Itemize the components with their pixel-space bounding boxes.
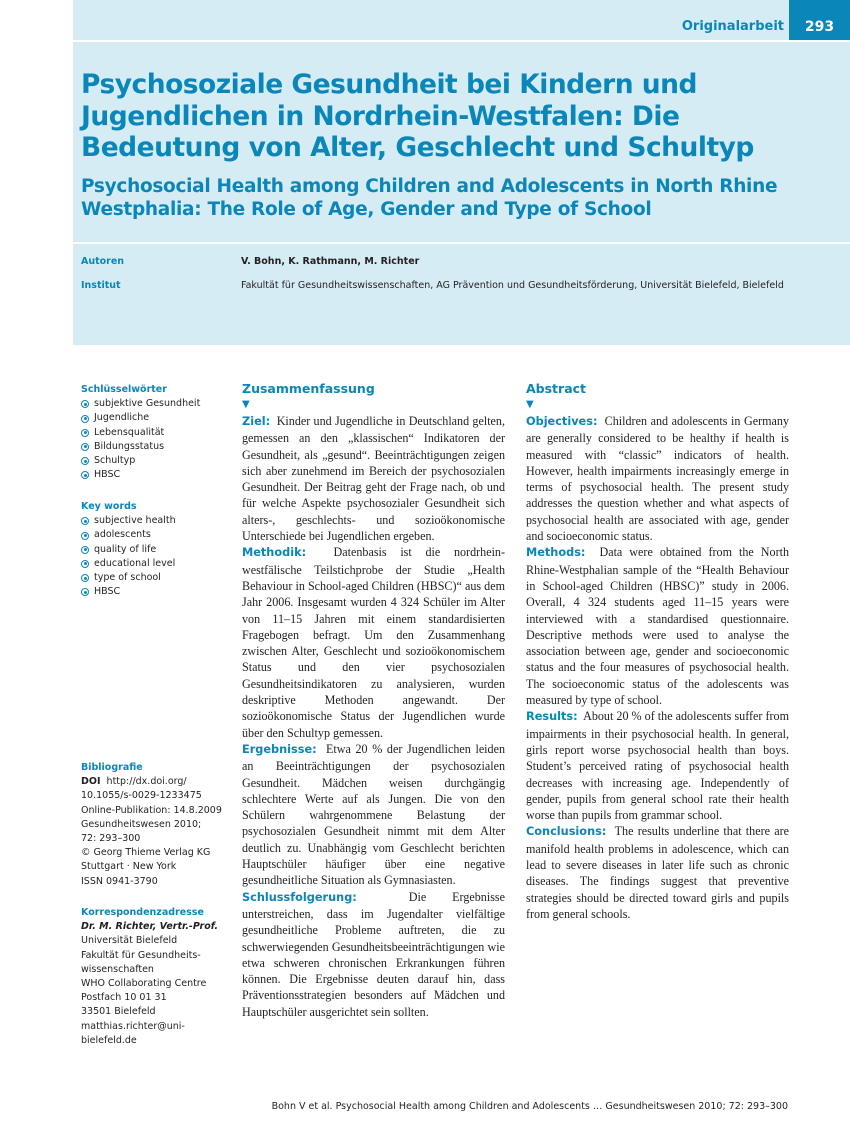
- objectives-label: Objectives:: [526, 415, 598, 428]
- methods-label: Methods:: [526, 546, 586, 560]
- keyword-text: educational level: [94, 557, 176, 569]
- section-marker-icon: ▼: [526, 399, 534, 410]
- journal-pages: 72: 293–300: [81, 833, 141, 845]
- bibliography: [81, 761, 231, 889]
- keyword-item: [81, 585, 231, 599]
- schluss-text: Die Ergebnisse unterstreichen, dass im Jugendalter vielfältige gesundheitliche Probleme auftreten, die zu schwerwiegenden Gesundheitsbeeinträchtigungen wie etwa schweren chronischen Erkrankungen führen können. Die Ergebnisse deuten darauf hin, dass Präventionsstrategien besonders auf Mädchen und Hauptschüler ausgerichtet sein sollten.: [242, 889, 505, 1019]
- address-line: Fakultät für Gesundheits-: [81, 949, 201, 961]
- doi-line: [81, 775, 231, 789]
- address-line: 33501 Bielefeld: [81, 1006, 156, 1018]
- ziel-text: Kinder und Jugendliche in Deutschland gelten, gemessen an den „klassischen“ Indikatoren der Gesundheit, als „gesund“. Beeinträchtigungen zeigen sich aber zunehmend im Bereich der psychosozialen Gesundheit. Der Beitrag geht der Frage nach, ob und für welche Aspekte psychosozialer Gesundheit sich alters-, geschlechts- und sozioökonomische Unterschiede bei Jugendlichen ergeben.: [242, 414, 505, 544]
- bullet-icon: [81, 532, 89, 540]
- abstract-heading: Abstract: [526, 381, 587, 396]
- keywords-english: [81, 500, 231, 599]
- email-link[interactable]: matthias.richter@uni-bielefeld.de: [81, 1020, 185, 1046]
- ergebnisse-paragraph: [242, 741, 505, 889]
- conclusions-label: Conclusions:: [526, 825, 607, 839]
- keyword-item: [81, 543, 231, 557]
- results-label: Results:: [526, 710, 578, 724]
- keywords-de-heading: Schlüsselwörter: [81, 384, 167, 395]
- bullet-icon: [81, 457, 89, 465]
- bullet-icon: [81, 429, 89, 437]
- authors: V. Bohn, K. Rathmann, M. Richter: [241, 256, 420, 267]
- footer-citation: Bohn V et al. Psychosocial Health among Children and Adolescents … Gesundheitswesen 2010; 72: 293–300: [271, 1101, 788, 1112]
- bullet-icon: [81, 546, 89, 554]
- section-marker-icon: ▼: [242, 399, 250, 410]
- methods-paragraph: [526, 544, 789, 708]
- correspondence: [81, 906, 231, 1048]
- authors-label: Autoren: [81, 256, 125, 267]
- bullet-icon: [81, 517, 89, 525]
- keyword-text: subjective health: [94, 515, 176, 527]
- methods-text: Data were obtained from the North Rhine-Westphalian sample of the “Health Behaviour in School-aged Children (HBSC)” study in 2006. Overall, 4 324 students aged 11–15 years were interviewed with a standardised questionnaire. Descriptive methods were used to analyse the association between age, gender and socioeconomic status and the four measures of psychosocial health. The socioeconomic status of the adolescents was measured by type of school.: [526, 545, 789, 708]
- methodik-text: Datenbasis ist die nordrhein-westfälische Teilstichprobe der Studie „Health Behaviour in School-aged Children (HBSC)“ aus dem Jahr 2006. Insgesamt wurden 4 324 Schüler im Alter von 11–15 Jahren mit einem standardisierten Fragebogen befragt. Um den Zusammenhang zwischen Alter, Geschlecht und sozioökonomischem Status und den vier psychosozialen Gesundheitsindikatoren zu analysieren, wurden deskriptive Methoden angewandt. Der sozioökonomische Status der Jugendlichen wurde über den Schultyp gemessen.: [242, 545, 505, 740]
- publisher: © Georg Thieme Verlag KG: [81, 847, 211, 859]
- conclusions-text: The results underline that there are manifold health problems in adolescence, which can lead to severe diseases in later life such as chronic diseases. The findings suggest that preventive strategies should be directed toward girls and pupils from general schools.: [526, 824, 789, 921]
- section-label: Originalarbeit: [681, 19, 784, 34]
- methodik-label: Methodik:: [242, 546, 307, 560]
- institute-label: Institut: [81, 280, 121, 291]
- keyword-item: [81, 468, 231, 482]
- keyword-text: type of school: [94, 572, 161, 584]
- correspondence-heading: Korrespondenzadresse: [81, 907, 204, 918]
- issn: ISSN 0941-3790: [81, 875, 158, 887]
- address-line: WHO Collaborating Centre: [81, 978, 207, 990]
- doi-label: DOI: [81, 776, 101, 788]
- institute: Fakultät für Gesundheitswissenschaften, AG Prävention und Gesundheitsförderung, Universität Bielefeld, Bielefeld: [241, 280, 784, 291]
- keyword-text: quality of life: [94, 543, 157, 555]
- address-line: Universität Bielefeld: [81, 935, 178, 947]
- methodik-paragraph: [242, 544, 505, 741]
- doi-url[interactable]: http://dx.doi.org/: [106, 776, 187, 788]
- keyword-text: subjektive Gesundheit: [94, 398, 201, 410]
- header-divider: [73, 40, 850, 42]
- bullet-icon: [81, 443, 89, 451]
- keyword-item: [81, 571, 231, 585]
- objectives-text: Children and adolescents in Germany are generally considered to be healthy if health is measured with “classic” indicators of health. However, health impairments increasingly emerge in terms of psychosocial health. The present study addresses the question whether and what aspects of psychosocial health are associated with age, gender and socioeconomic status.: [526, 414, 790, 544]
- keyword-item: [81, 528, 231, 542]
- keyword-text: Bildungsstatus: [94, 440, 165, 452]
- online-publication: Online-Publikation: 14.8.2009: [81, 804, 222, 816]
- keyword-item: [81, 426, 231, 440]
- zusammenfassung-heading: Zusammenfassung: [242, 381, 375, 396]
- keyword-text: HBSC: [94, 469, 121, 481]
- schluss-label: Schlussfolgerung:: [242, 890, 357, 904]
- bibliography-heading: Bibliografie: [81, 762, 143, 773]
- ziel-paragraph: [242, 413, 505, 544]
- doi-value: 10.1055/s-0029-1233475: [81, 790, 202, 802]
- results-paragraph: [526, 708, 789, 823]
- bullet-icon: [81, 560, 89, 568]
- ziel-label: Ziel:: [242, 415, 271, 428]
- title-divider: [73, 242, 850, 244]
- title-german: Psychosoziale Gesundheit bei Kindern und Jugendlichen in Nordrhein-Westfalen: Die Bedeutung von Alter, Geschlecht und Schultyp: [81, 69, 754, 163]
- ergebnisse-text: Etwa 20 % der Jugendlichen leiden an Beeinträchtigungen der psychosozialen Gesundheit. Mädchen weisen durchgängig schlechtere Werte auf als Jungen. Die von den Schülern wahrgenommene Belastung der psychosozialen Gesundheit nimmt mit dem Alter deutlich zu. Unabhängig vom Geschlecht berichten Hauptschüler häufiger über eine negative gesundheitliche Situation als Gymnasiasten.: [242, 741, 506, 888]
- keyword-item: [81, 557, 231, 571]
- bullet-icon: [81, 471, 89, 479]
- keyword-text: Schultyp: [94, 455, 136, 467]
- results-text: About 20 % of the adolescents suffer from impairments in their psychosocial health. In general, girls report worse psychosocial health than boys. Student’s perceived rating of psychosocial health decreases with increasing age. Independently of gender, pupils from general school rate their health worse than pupils from grammar school.: [526, 709, 789, 823]
- address-line: Postfach 10 01 31: [81, 992, 167, 1004]
- keyword-text: adolescents: [94, 529, 151, 541]
- bullet-icon: [81, 400, 89, 408]
- journal: Gesundheitswesen 2010;: [81, 818, 202, 830]
- keyword-item: [81, 411, 231, 425]
- header-band: [73, 0, 850, 345]
- keyword-item: [81, 397, 231, 411]
- title-english: Psychosocial Health among Children and Adolescents in North Rhine Westphalia: The Role of Age, Gender and Type of School: [81, 176, 778, 220]
- bullet-icon: [81, 415, 89, 423]
- keyword-text: Jugendliche: [94, 412, 150, 424]
- conclusions-paragraph: [526, 823, 789, 922]
- publisher-location: Stuttgart · New York: [81, 861, 177, 873]
- zusammenfassung-column: [242, 381, 505, 1020]
- keyword-item: [81, 440, 231, 454]
- schluss-paragraph: [242, 889, 505, 1020]
- keywords-en-heading: Key words: [81, 501, 137, 512]
- corresponding-author: Dr. M. Richter, Vertr.-Prof.: [81, 921, 218, 933]
- keywords-german: [81, 383, 231, 482]
- keyword-item: [81, 454, 231, 468]
- keyword-text: Lebensqualität: [94, 426, 165, 438]
- address-line: wissenschaften: [81, 963, 154, 975]
- abstract-column: [526, 381, 789, 922]
- bullet-icon: [81, 588, 89, 596]
- page-number: 293: [789, 0, 850, 40]
- objectives-paragraph: [526, 413, 789, 544]
- keyword-item: [81, 514, 231, 528]
- bullet-icon: [81, 574, 89, 582]
- keyword-text: HBSC: [94, 586, 121, 598]
- ergebnisse-label: Ergebnisse:: [242, 742, 317, 756]
